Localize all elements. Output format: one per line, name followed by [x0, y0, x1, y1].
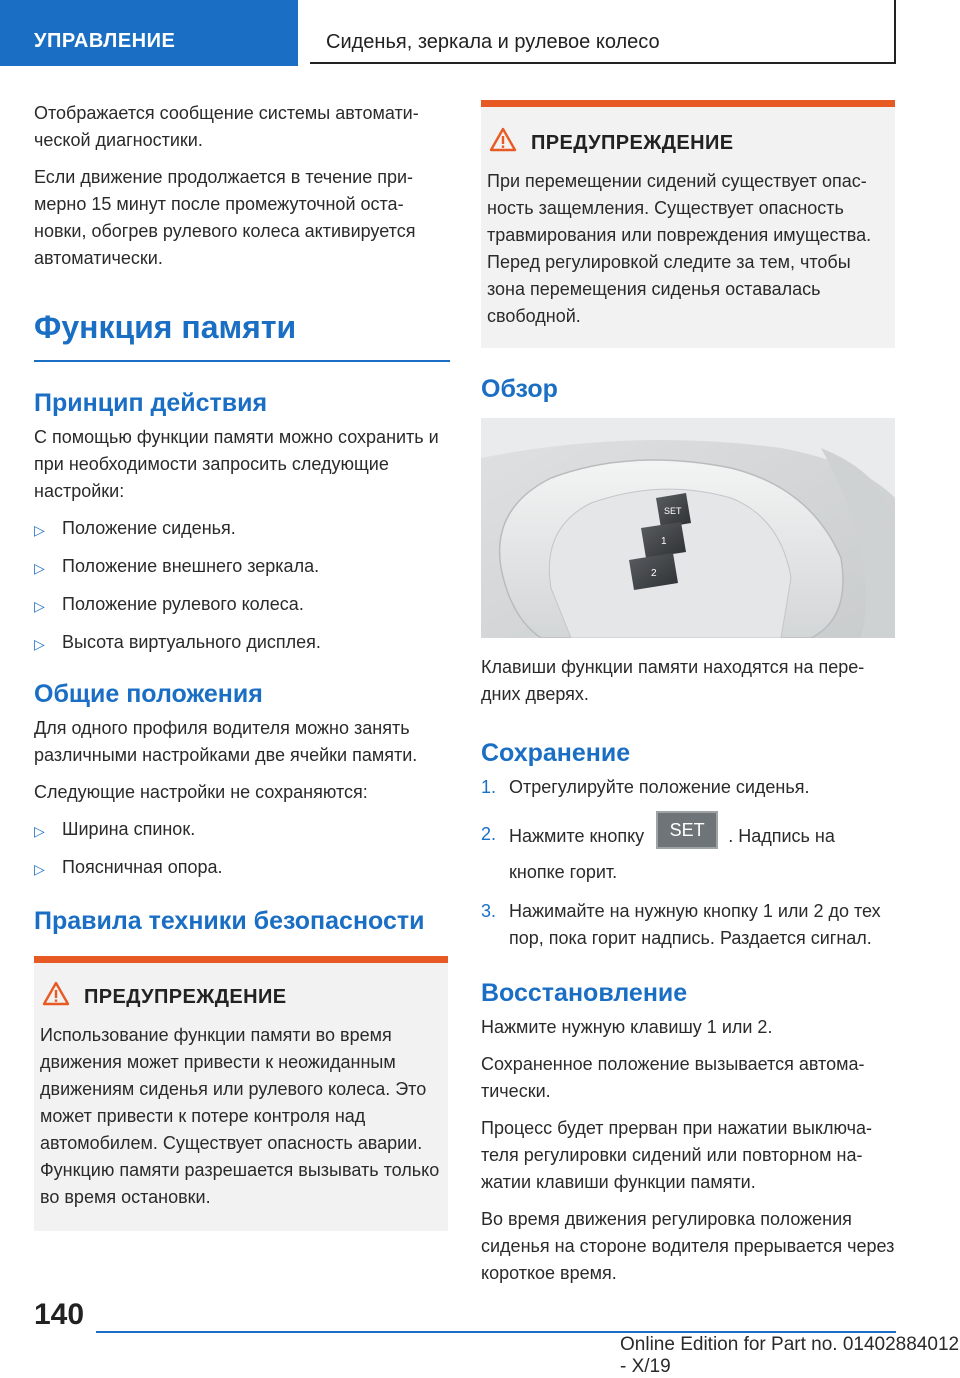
restore-text: Сохраненное положение вызывается автоматически.	[481, 1054, 865, 1101]
restore-text: Нажмите нужную клавишу 1 или 2.	[481, 1017, 773, 1037]
general-text: Следующие настройки не сохраняются:	[34, 782, 368, 802]
triangle-right-icon: ▷	[34, 522, 45, 538]
restore-text: Во время движения регулировка положения сиденья на стороне водителя прерывается через короткое время.	[481, 1209, 895, 1283]
warning-title: ПРЕДУПРЕЖДЕНИЕ	[531, 132, 734, 154]
subsection-heading: Восстановление	[481, 979, 688, 1007]
list-item: ▷ Положение сиденья.	[34, 515, 448, 542]
edition-note: Online Edition for Part no. 01402884012 - X/19	[620, 1334, 960, 1377]
triangle-right-icon: ▷	[34, 560, 45, 576]
warning-text: Использование функции памяти во время движения может привести к неожиданным движениям сиденья или рулевого колеса. Это может привести к потере контроля над автомобилем. Существует опасность аварии. Функцию памяти разрешается вызывать только во время остановки.	[40, 1025, 440, 1207]
list-item: ▷ Положение рулевого колеса.	[34, 591, 448, 618]
list-item: ▷ Ширина спинок.	[34, 816, 448, 843]
subsection-heading: Сохранение	[481, 739, 631, 767]
memory-1-label: 1	[661, 536, 667, 547]
footer-divider	[96, 1331, 896, 1333]
chapter-title: Сиденья, зеркала и рулевое колесо	[310, 0, 896, 64]
subsection-heading: Правила техники безопасности	[34, 907, 425, 935]
section-heading: Функция памяти	[34, 309, 297, 345]
intro-paragraph: Если движение продолжается в течение примерно 15 минут после промежуточной остановки, обогрев рулевого колеса активируется автоматически.	[34, 167, 416, 268]
warning-title: ПРЕДУПРЕЖДЕНИЕ	[84, 986, 287, 1008]
right-column	[481, 100, 895, 1297]
list-item: 2. Нажмите кнопку SET . Надпись на кнопке горит.	[481, 821, 895, 886]
restore-text: Процесс будет прерван при нажатии выключателя регулировки сидений или повторном нажатии клавиши функции памяти.	[481, 1118, 872, 1192]
warning-box	[481, 100, 895, 348]
door-panel-photo	[481, 418, 895, 638]
list-item: 3. Нажимайте на нужную кнопку 1 или 2 до тех пор, пока горит надпись. Раздается сигнал.	[481, 901, 881, 948]
section-tab: УПРАВЛЕНИЕ	[0, 0, 298, 66]
triangle-right-icon: ▷	[34, 861, 45, 877]
memory-2-label: 2	[651, 568, 657, 579]
warning-triangle-icon	[489, 127, 519, 160]
left-column	[34, 100, 448, 1231]
triangle-right-icon: ▷	[34, 823, 45, 839]
triangle-right-icon: ▷	[34, 636, 45, 652]
list-item: 1. Отрегулируйте положение сиденья.	[481, 777, 810, 797]
intro-paragraph: Отображается сообщение системы автоматической диагностики.	[34, 103, 419, 150]
warning-box	[34, 956, 448, 1231]
subsection-heading: Общие положения	[34, 680, 263, 708]
general-text: Для одного профиля водителя можно занять различными настройками две ячейки памяти.	[34, 718, 418, 765]
list-item: ▷ Высота виртуального дисплея.	[34, 629, 448, 656]
page-number: 140	[34, 1298, 85, 1331]
principle-text: С помощью функции памяти можно сохранить и при необходимости запросить следующие настройки:	[34, 427, 439, 501]
set-key-label: SET	[664, 506, 682, 516]
general-list	[34, 816, 448, 881]
list-item: ▷ Поясничная опора.	[34, 854, 448, 881]
subsection-heading: Обзор	[481, 375, 558, 403]
triangle-right-icon: ▷	[34, 598, 45, 614]
save-steps	[481, 774, 895, 952]
warning-triangle-icon	[42, 981, 72, 1014]
photo-caption: Клавиши функции памяти находятся на передних дверях.	[481, 657, 865, 704]
warning-text: При перемещении сидений существует опасность защемления. Существует опасность травмирования или повреждения имущества. Перед регулировкой следите за тем, чтобы зона перемещения сиденья оставалась свободной.	[487, 171, 872, 326]
list-item: ▷ Положение внешнего зеркала.	[34, 553, 448, 580]
principle-list	[34, 515, 448, 656]
subsection-heading: Принцип действия	[34, 389, 268, 417]
set-button-icon: SET	[656, 811, 718, 849]
